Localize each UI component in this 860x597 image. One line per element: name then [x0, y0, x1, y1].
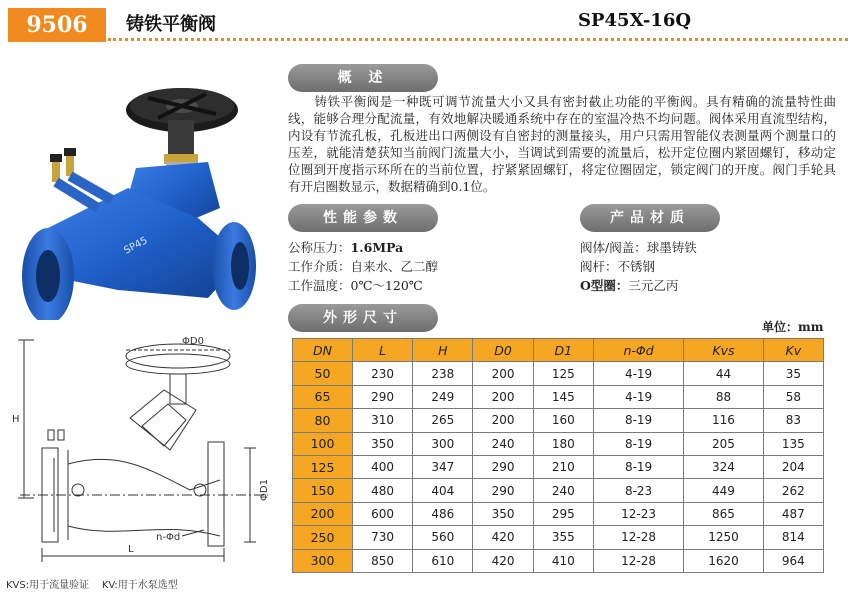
col-header: L [353, 339, 413, 362]
valve-photo [8, 58, 270, 320]
table-row [293, 385, 824, 408]
table-cell: 12-28 [593, 526, 683, 549]
table-cell: 610 [413, 549, 473, 572]
label-d1: ΦD1 [259, 479, 270, 501]
product-title: 铸铁平衡阀 [126, 14, 216, 35]
col-header: n-Φd [593, 339, 683, 362]
spec-value: 1.6MPa [350, 240, 404, 255]
col-header: Kvs [684, 339, 763, 362]
dn-cell: 300 [293, 549, 353, 572]
table-cell: 160 [533, 409, 593, 432]
table-cell: 295 [533, 502, 593, 525]
header-divider [108, 38, 848, 41]
table-cell: 145 [533, 385, 593, 408]
table-cell: 355 [533, 526, 593, 549]
material-value: 三元乙丙 [628, 278, 679, 293]
spec-row-medium [288, 257, 438, 276]
table-row [293, 362, 824, 385]
material-row-oring [580, 276, 697, 295]
product-code-badge: 9506 [8, 8, 106, 42]
materials-list [580, 238, 697, 295]
table-cell: 865 [684, 502, 763, 525]
table-cell: 135 [763, 432, 823, 455]
table-cell: 8-19 [593, 455, 683, 478]
table-cell: 240 [473, 432, 533, 455]
table-cell: 8-19 [593, 409, 683, 432]
table-cell: 850 [353, 549, 413, 572]
label-l: L [128, 544, 134, 555]
table-cell: 249 [413, 385, 473, 408]
dimension-table [292, 338, 824, 573]
table-cell: 350 [353, 432, 413, 455]
table-cell: 83 [763, 409, 823, 432]
table-header-row [293, 339, 824, 362]
table-cell: 730 [353, 526, 413, 549]
table-body [293, 362, 824, 573]
material-label: 阀体/阀盖： [580, 240, 647, 255]
table-cell: 404 [413, 479, 473, 502]
col-header: DN [293, 339, 353, 362]
table-cell: 400 [353, 455, 413, 478]
valve-marking: SP45 [122, 235, 150, 257]
dn-cell: 200 [293, 502, 353, 525]
table-cell: 487 [763, 502, 823, 525]
table-row [293, 479, 824, 502]
spec-label: 公称压力： [288, 240, 351, 255]
table-cell: 1620 [684, 549, 763, 572]
spec-label: 工作介质： [288, 259, 351, 274]
materials-heading: 产品材质 [580, 204, 720, 232]
table-cell: 324 [684, 455, 763, 478]
dn-cell: 80 [293, 409, 353, 432]
dn-cell: 125 [293, 455, 353, 478]
table-cell: 964 [763, 549, 823, 572]
table-cell: 449 [684, 479, 763, 502]
table-row [293, 432, 824, 455]
table-cell: 210 [533, 455, 593, 478]
table-cell: 290 [473, 479, 533, 502]
table-cell: 58 [763, 385, 823, 408]
table-cell: 35 [763, 362, 823, 385]
label-nd: n-Φd [156, 532, 181, 543]
dn-cell: 150 [293, 479, 353, 502]
footnote: KVS:用于流量验证 KV:用于水泵选型 [6, 580, 178, 591]
table-cell: 44 [684, 362, 763, 385]
spec-label: 工作温度： [288, 278, 351, 293]
table-row [293, 409, 824, 432]
overview-heading: 概 述 [288, 64, 438, 92]
unit-label: 单位：mm [762, 320, 824, 334]
table-cell: 125 [533, 362, 593, 385]
table-cell: 4-19 [593, 385, 683, 408]
table-cell: 290 [473, 455, 533, 478]
dimensions-heading: 外形尺寸 [288, 304, 438, 332]
table-cell: 560 [413, 526, 473, 549]
table-cell: 204 [763, 455, 823, 478]
table-cell: 205 [684, 432, 763, 455]
performance-heading: 性能参数 [288, 204, 438, 232]
table-cell: 12-23 [593, 502, 683, 525]
overview-text [288, 93, 836, 195]
table-cell: 347 [413, 455, 473, 478]
table-cell: 350 [473, 502, 533, 525]
material-row-stem [580, 257, 697, 276]
material-value: 不锈钢 [617, 259, 656, 274]
table-cell: 420 [473, 549, 533, 572]
spec-value: 0℃～120℃ [350, 278, 423, 293]
material-row-body [580, 238, 697, 257]
material-label: O型圈： [580, 278, 629, 293]
table-cell: 300 [413, 432, 473, 455]
table-cell: 180 [533, 432, 593, 455]
table-cell: 12-28 [593, 549, 683, 572]
table-cell: 8-23 [593, 479, 683, 502]
table-cell: 420 [473, 526, 533, 549]
table-cell: 486 [413, 502, 473, 525]
material-label: 阀杆： [580, 259, 618, 274]
dn-cell: 50 [293, 362, 353, 385]
spec-value: 自来水、乙二醇 [350, 259, 439, 274]
label-h: H [12, 414, 20, 425]
table-cell: 1250 [684, 526, 763, 549]
table-row [293, 455, 824, 478]
spec-row-pressure [288, 238, 438, 257]
table-row [293, 502, 824, 525]
table-cell: 8-19 [593, 432, 683, 455]
model-number: SP45X-16Q [578, 10, 692, 31]
spec-row-temperature [288, 276, 438, 295]
table-cell: 262 [763, 479, 823, 502]
col-header: D1 [533, 339, 593, 362]
col-header: H [413, 339, 473, 362]
dn-cell: 100 [293, 432, 353, 455]
label-d0: ΦD0 [182, 336, 204, 347]
table-cell: 600 [353, 502, 413, 525]
table-cell: 240 [533, 479, 593, 502]
table-cell: 88 [684, 385, 763, 408]
overview-body: 铸铁平衡阀是一种既可调节流量大小又具有密封截止功能的平衡阀。具有精确的流量特性曲线，能够合理分配流量，有效地解决暖通系统中存在的室温冷热不均问题。阀体采用直流型结构，内设有节流孔板，孔板进出口两侧设有自密封的测量接头，用户只需用智能仪表测量两个测量口的压差，就能清楚获知当前阀门流量大小，当调试到需要的流量后，松开定位圈内紧固螺钉，移动定位圈到开度指示环所在的当前位置，拧紧紧固螺钉，将定位圈固定，锁定阀门的开度。阀门手轮具有开启圈数显示，数据精确到0.1位。 [288, 94, 836, 194]
table-cell: 4-19 [593, 362, 683, 385]
material-value: 球墨铸铁 [646, 240, 697, 255]
performance-list [288, 238, 438, 295]
table-cell: 200 [473, 362, 533, 385]
table-row [293, 549, 824, 572]
col-header: Kv [763, 339, 823, 362]
table-cell: 230 [353, 362, 413, 385]
valve-drawing [10, 330, 278, 574]
table-cell: 480 [353, 479, 413, 502]
table-cell: 265 [413, 409, 473, 432]
dn-cell: 250 [293, 526, 353, 549]
col-header: D0 [473, 339, 533, 362]
table-cell: 116 [684, 409, 763, 432]
table-cell: 200 [473, 385, 533, 408]
table-cell: 290 [353, 385, 413, 408]
dn-cell: 65 [293, 385, 353, 408]
table-cell: 410 [533, 549, 593, 572]
table-cell: 814 [763, 526, 823, 549]
table-cell: 238 [413, 362, 473, 385]
table-row [293, 526, 824, 549]
table-cell: 200 [473, 409, 533, 432]
table-cell: 310 [353, 409, 413, 432]
